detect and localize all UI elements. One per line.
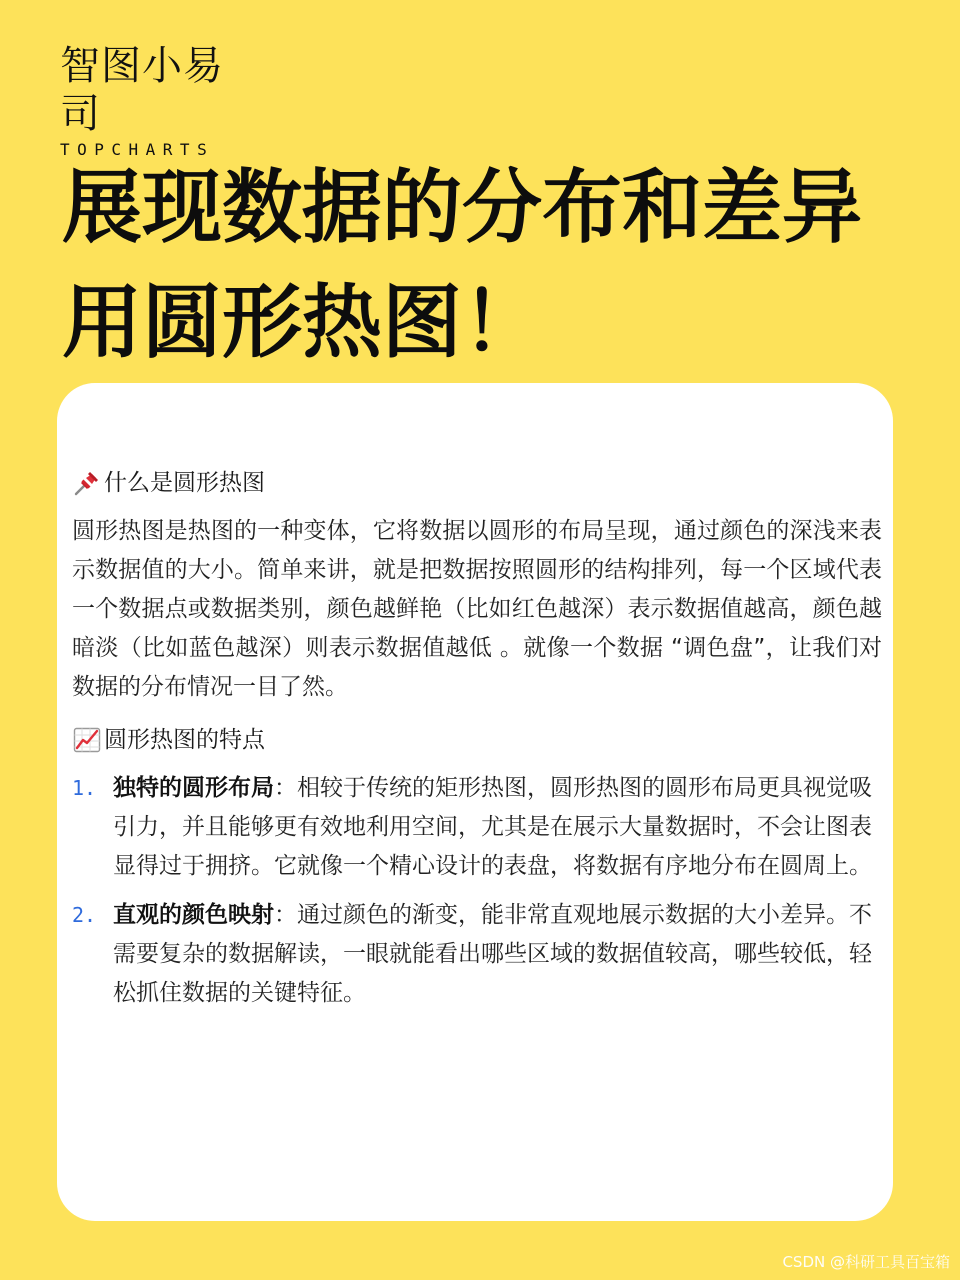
title-line-1: 展现数据的分布和差异 xyxy=(62,161,862,254)
feature-item-1 xyxy=(72,769,882,886)
section-what-title xyxy=(72,466,882,500)
section-what-body: 圆形热图是热图的一种变体，它将数据以圆形的布局呈现，通过颜色的深浅来表示数据值的大小。简单来讲，就是把数据按照圆形的结构排列，每一个区域代表一个数据点或数据类别，颜色越鲜艳（比如红色越深）表示数据值越高，颜色越暗淡（比如蓝色越深）则表示数据值越低 。就像一个数据 “调色盘”，让我们对数据的分布情况一目了然。 xyxy=(72,518,882,700)
feature-number: 1. xyxy=(72,776,97,800)
feature-text: ：相较于传统的矩形热图，圆形热图的圆形布局更具视觉吸引力，并且能够更有效地利用空间，尤其是在展示大量数据时，不会让图表显得过于拥挤。它就像一个精心设计的表盘，将数据有序地分布在圆周上。 xyxy=(113,775,872,879)
brand-subtitle: TOPCHARTS xyxy=(60,140,215,159)
title-line-2: 用圆形热图！ xyxy=(62,276,542,369)
chart-increasing-icon xyxy=(72,725,102,755)
watermark: CSDN @科研工具百宝箱 xyxy=(782,1253,950,1271)
brand-name: 智图小易司 xyxy=(60,43,224,137)
feature-heading: 独特的圆形布局 xyxy=(113,775,274,801)
feature-heading: 直观的颜色映射 xyxy=(113,902,274,928)
section-features-title xyxy=(72,723,882,757)
feature-number: 2. xyxy=(72,903,97,927)
card-content xyxy=(72,466,882,1023)
page-title xyxy=(62,150,952,380)
section-features-label: 圆形热图的特点 xyxy=(104,727,265,753)
brand-logo xyxy=(60,42,260,160)
content-card xyxy=(57,383,893,1221)
section-what-label: 什么是圆形热图 xyxy=(104,470,265,496)
feature-item-2 xyxy=(72,896,882,1013)
features-list xyxy=(72,769,882,1013)
pushpin-icon xyxy=(72,468,102,498)
feature-text: ：通过颜色的渐变，能非常直观地展示数据的大小差异。不需要复杂的数据解读，一眼就能看出哪些区域的数据值较高，哪些较低，轻松抓住数据的关键特征。 xyxy=(113,902,872,1006)
